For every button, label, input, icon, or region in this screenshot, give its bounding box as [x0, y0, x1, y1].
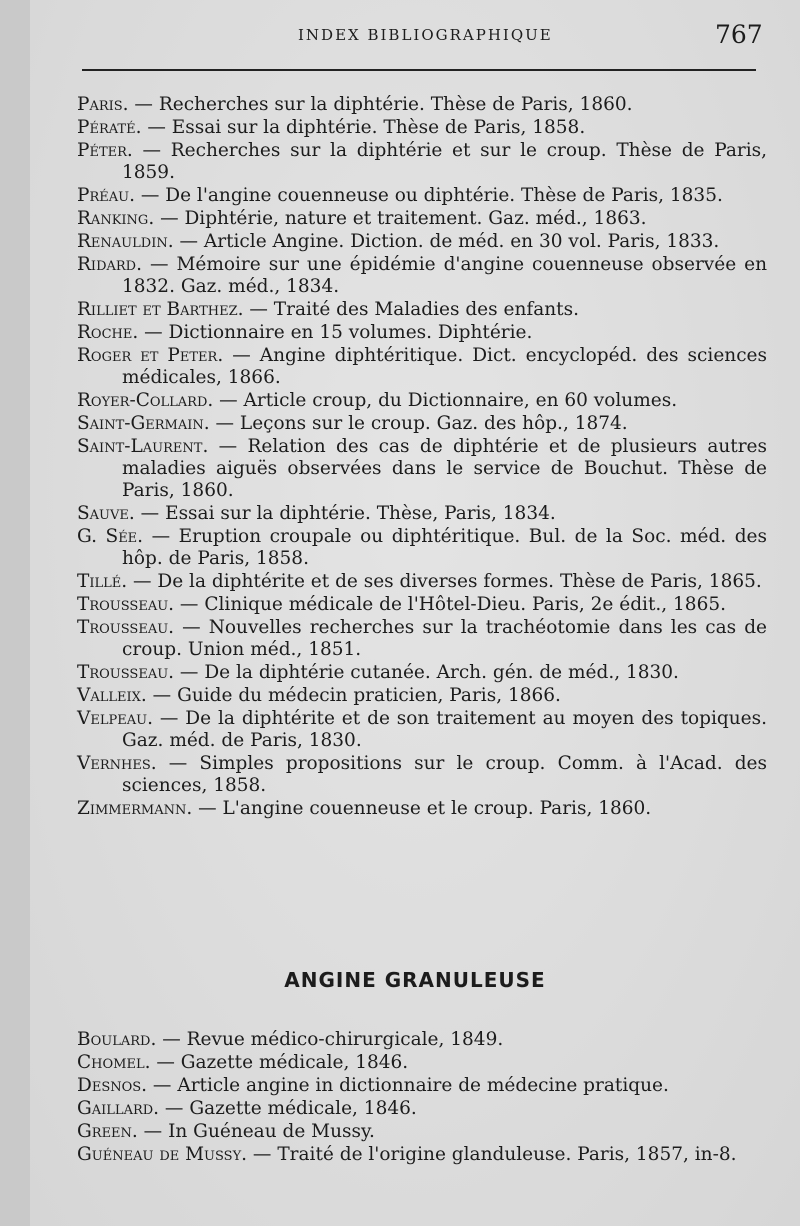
bibliography-entry: Saint-Laurent. — Relation des cas de diphtérie et de plusieurs autres maladies aiguës observées dans le service de Bouchut. Thèse de Paris, 1860.: [77, 436, 767, 501]
entry-text: Diphtérie, nature et traitement. Gaz. méd., 1863.: [184, 208, 647, 229]
bibliography-entry: Royer-Collard. — Article croup, du Dictionnaire, en 60 volumes.: [77, 390, 678, 411]
entry-author: Saint-Laurent: [77, 436, 203, 457]
bibliography-list: [77, 94, 767, 821]
entry-text: Article croup, du Dictionnaire, en 60 volumes.: [243, 390, 678, 411]
bibliography-entry: Trousseau. — Clinique médicale de l'Hôtel-Dieu. Paris, 2e édit., 1865.: [77, 594, 726, 615]
bibliography-entry: Préau. — De l'angine couenneuse ou diphtérie. Thèse de Paris, 1835.: [77, 185, 723, 206]
bibliography-entry: Chomel. — Gazette médicale, 1846.: [77, 1052, 409, 1073]
bibliography-entry: Sauve. — Essai sur la diphtérie. Thèse, Paris, 1834.: [77, 503, 556, 524]
entry-text: Leçons sur le croup. Gaz. des hôp., 1874.: [239, 413, 628, 434]
section-heading: ANGINE GRANULEUSE: [284, 968, 546, 992]
running-title: INDEX BIBLIOGRAPHIQUE: [298, 26, 553, 44]
entry-author: Desnos: [77, 1075, 142, 1096]
entry-author: Pératé: [77, 117, 136, 138]
bibliography-entry: Zimmermann. — L'angine couenneuse et le croup. Paris, 1860.: [77, 798, 652, 819]
entry-text: Eruption croupale ou diphtéritique. Bul. de la Soc. méd. des hôp. de Paris, 1858.: [122, 526, 767, 569]
entry-author: Vernhes: [77, 753, 151, 774]
entry-text: Dictionnaire en 15 volumes. Diphtérie.: [168, 322, 533, 343]
bibliography-entry: Trousseau. — De la diphtérie cutanée. Arch. gén. de méd., 1830.: [77, 662, 679, 683]
entry-text: Article Angine. Diction. de méd. en 30 vol. Paris, 1833.: [203, 231, 720, 252]
bibliography-entry: Guéneau de Mussy. — Traité de l'origine glanduleuse. Paris, 1857, in-8.: [77, 1144, 737, 1165]
entry-text: L'angine couenneuse et le croup. Paris, 1860.: [222, 798, 652, 819]
entry-author: Roche: [77, 322, 133, 343]
bibliography-entry: Velpeau. — De la diphtérite et de son traitement au moyen des topiques. Gaz. méd. de Paris, 1830.: [77, 708, 767, 751]
entry-text: Recherches sur la diphtérie et sur le croup. Thèse de Paris, 1859.: [122, 140, 767, 183]
entry-author: Guéneau de Mussy: [77, 1144, 242, 1165]
page-header: [30, 20, 800, 50]
entry-text: Revue médico-chirurgicale, 1849.: [186, 1029, 504, 1050]
bibliography-entry: Renauldin. — Article Angine. Diction. de méd. en 30 vol. Paris, 1833.: [77, 231, 720, 252]
bibliography-entry: Roche. — Dictionnaire en 15 volumes. Diphtérie.: [77, 322, 533, 343]
entry-author: Paris: [77, 94, 123, 115]
bibliography-entry: Valleix. — Guide du médecin praticien, Paris, 1866.: [77, 685, 561, 706]
entry-text: Guide du médecin praticien, Paris, 1866.: [177, 685, 561, 706]
entry-text: Traité des Maladies des enfants.: [273, 299, 579, 320]
entry-author: Chomel: [77, 1052, 145, 1073]
entry-text: Traité de l'origine glanduleuse. Paris, 1857, in-8.: [277, 1144, 737, 1165]
bibliography-entry: Saint-Germain. — Leçons sur le croup. Gaz. des hôp., 1874.: [77, 413, 628, 434]
entry-text: De la diphtérite et de son traitement au moyen des topiques. Gaz. méd. de Paris, 1830.: [122, 708, 767, 751]
entry-text: Relation des cas de diphtérie et de plusieurs autres maladies aiguës observées dans le service de Bouchut. Thèse de Paris, 1860.: [122, 436, 767, 501]
entry-author: Zimmermann: [77, 798, 187, 819]
entry-author: Gaillard: [77, 1098, 154, 1119]
entry-author: Tillé: [77, 571, 122, 592]
entry-author: Sauve: [77, 503, 129, 524]
entry-author: Péter: [77, 140, 127, 161]
header-rule: [82, 69, 756, 71]
entry-author: Green: [77, 1121, 132, 1142]
bibliography-entry: Trousseau. — Nouvelles recherches sur la trachéotomie dans les cas de croup. Union méd., 1851.: [77, 617, 767, 660]
entry-text: De la diphtérie cutanée. Arch. gén. de méd., 1830.: [204, 662, 679, 683]
entry-text: De la diphtérite et de ses diverses formes. Thèse de Paris, 1865.: [157, 571, 762, 592]
bibliography-entry: Pératé. — Essai sur la diphtérie. Thèse de Paris, 1858.: [77, 117, 586, 138]
bibliography-entry: Desnos. — Article angine in dictionnaire de médecine pratique.: [77, 1075, 669, 1096]
page-number: 767: [715, 20, 763, 49]
bibliography-entry: Péter. — Recherches sur la diphtérie et sur le croup. Thèse de Paris, 1859.: [77, 140, 767, 183]
entry-author: Trousseau: [77, 662, 169, 683]
book-page: [30, 0, 800, 1226]
entry-author: Royer-Collard: [77, 390, 208, 411]
bibliography-entry: Boulard. — Revue médico-chirurgicale, 1849.: [77, 1029, 504, 1050]
entry-author: Saint-Germain: [77, 413, 204, 434]
entry-author: Ridard: [77, 254, 137, 275]
entry-author: Roger et Peter: [77, 345, 218, 366]
bibliography-entry: Ridard. — Mémoire sur une épidémie d'angine couenneuse observée en 1832. Gaz. méd., 1834.: [77, 254, 767, 297]
bibliography-entry: Green. — In Guéneau de Mussy.: [77, 1121, 375, 1142]
entry-author: Rilliet et Barthez: [77, 299, 238, 320]
entry-text: Gazette médicale, 1846.: [189, 1098, 417, 1119]
entry-author: Trousseau: [77, 617, 169, 638]
bibliography-entry: Roger et Peter. — Angine diphtéritique. Dict. encyclopéd. des sciences médicales, 1866.: [77, 345, 767, 388]
entry-author: Trousseau: [77, 594, 169, 615]
entry-text: Angine diphtéritique. Dict. encyclopéd. des sciences médicales, 1866.: [122, 345, 767, 388]
bibliography-entry: Paris. — Recherches sur la diphtérie. Thèse de Paris, 1860.: [77, 94, 633, 115]
bibliography-entry: Tillé. — De la diphtérite et de ses diverses formes. Thèse de Paris, 1865.: [77, 571, 762, 592]
entry-author: Renauldin: [77, 231, 168, 252]
entry-author: G. Sée: [77, 526, 138, 547]
bibliography-entry: Vernhes. — Simples propositions sur le croup. Comm. à l'Acad. des sciences, 1858.: [77, 753, 767, 796]
entry-author: Ranking: [77, 208, 149, 229]
entry-text: Nouvelles recherches sur la trachéotomie dans les cas de croup. Union méd., 1851.: [122, 617, 767, 660]
entry-author: Boulard: [77, 1029, 151, 1050]
entry-author: Valleix: [77, 685, 141, 706]
bibliography-list-angine-granuleuse: [77, 1029, 767, 1167]
bibliography-entry: G. Sée. — Eruption croupale ou diphtéritique. Bul. de la Soc. méd. des hôp. de Paris, 1858.: [77, 526, 767, 569]
entry-author: Velpeau: [77, 708, 148, 729]
entry-text: Gazette médicale, 1846.: [180, 1052, 409, 1073]
entry-text: De l'angine couenneuse ou diphtérie. Thèse de Paris, 1835.: [165, 185, 723, 206]
entry-text: In Guéneau de Mussy.: [168, 1121, 375, 1142]
entry-text: Clinique médicale de l'Hôtel-Dieu. Paris, 2e édit., 1865.: [204, 594, 726, 615]
entry-text: Essai sur la diphtérie. Thèse de Paris, 1858.: [171, 117, 586, 138]
entry-text: Article angine in dictionnaire de médecine pratique.: [177, 1075, 669, 1096]
entry-text: Recherches sur la diphtérie. Thèse de Paris, 1860.: [158, 94, 633, 115]
entry-author: Préau: [77, 185, 130, 206]
entry-text: Essai sur la diphtérie. Thèse, Paris, 1834.: [165, 503, 556, 524]
entry-text: Simples propositions sur le croup. Comm. à l'Acad. des sciences, 1858.: [122, 753, 767, 796]
bibliography-entry: Gaillard. — Gazette médicale, 1846.: [77, 1098, 417, 1119]
bibliography-entry: Ranking. — Diphtérie, nature et traitement. Gaz. méd., 1863.: [77, 208, 647, 229]
bibliography-entry: Rilliet et Barthez. — Traité des Maladies des enfants.: [77, 299, 579, 320]
entry-text: Mémoire sur une épidémie d'angine couenneuse observée en 1832. Gaz. méd., 1834.: [122, 254, 767, 297]
